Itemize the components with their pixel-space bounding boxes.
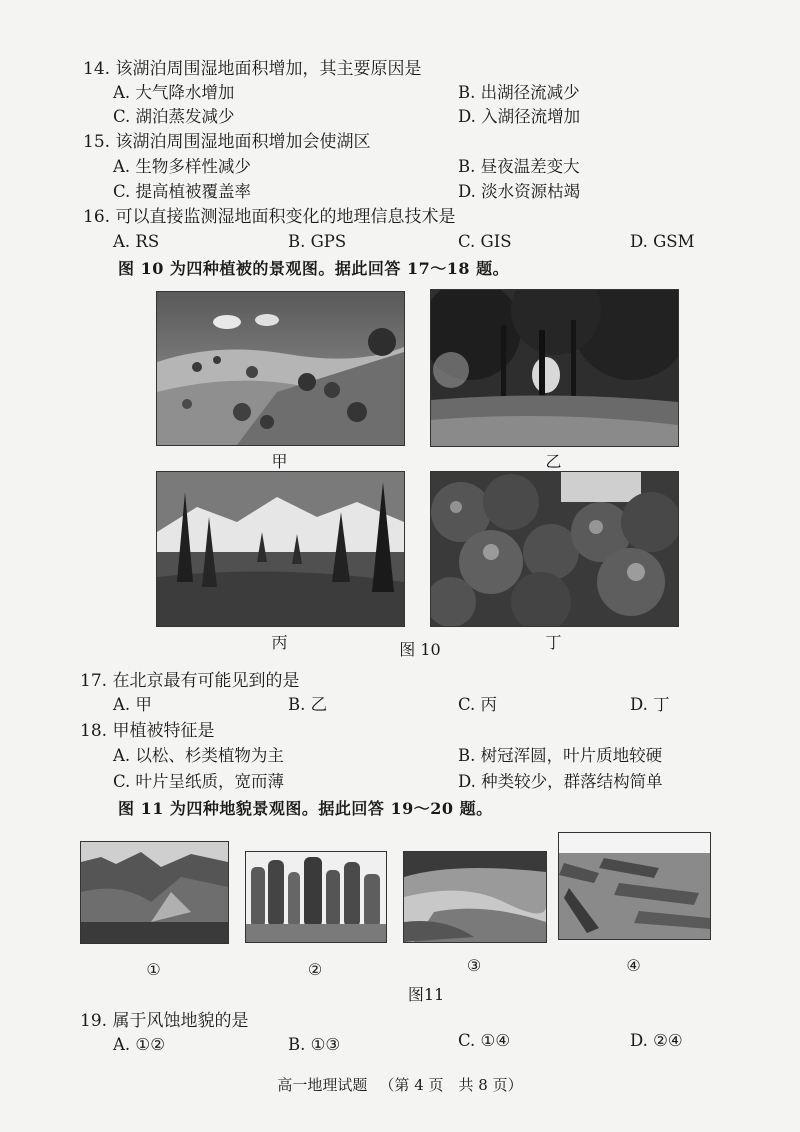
- vegetation-photo-ding: [430, 471, 679, 627]
- q17-option-d: D. 丁: [630, 695, 670, 714]
- footer-page-number: （第 4 页 共 8 页）: [379, 1076, 523, 1094]
- q19-option-a: A. ①②: [113, 1035, 165, 1054]
- landform-photo-3: [403, 851, 547, 943]
- q17-option-c: C. 丙: [458, 695, 498, 714]
- page-footer: [0, 1074, 800, 1095]
- q16-stem: 16. 可以直接监测湿地面积变化的地理信息技术是: [83, 207, 456, 227]
- q14-option-c: C. 湖泊蒸发减少: [113, 107, 235, 126]
- q16-option-a: A. RS: [113, 232, 160, 251]
- q19-stem: 19. 属于风蚀地貌的是: [80, 1011, 249, 1031]
- q16-option-c: C. GIS: [458, 232, 512, 251]
- q16-option-d: D. GSM: [630, 232, 695, 251]
- vegetation-photo-yi: [430, 289, 679, 447]
- q14-option-a: A. 大气降水增加: [113, 83, 235, 102]
- figure-11-label-1: ①: [146, 960, 161, 979]
- vegetation-photo-bing: [156, 471, 405, 627]
- figure-11-label-4: ④: [626, 956, 641, 975]
- q19-option-b: B. ①③: [288, 1035, 341, 1054]
- q16-option-b: B. GPS: [288, 232, 347, 251]
- figure-10-title: 图 10: [399, 640, 441, 659]
- q17-option-b: B. 乙: [288, 695, 328, 714]
- q15-option-b: B. 昼夜温差变大: [458, 157, 580, 176]
- figure-11-label-2: ②: [307, 960, 323, 979]
- figure-11-title: 图11: [407, 985, 445, 1004]
- q17-option-a: A. 甲: [113, 695, 152, 714]
- q15-stem: 15. 该湖泊周围湿地面积增加会使湖区: [83, 132, 371, 152]
- figure-10-label-jia: 甲: [271, 452, 288, 471]
- footer-subject: 高一地理试题: [277, 1076, 368, 1094]
- q17-stem: 17. 在北京最有可能见到的是: [80, 671, 300, 691]
- q15-option-c: C. 提高植被覆盖率: [113, 182, 252, 201]
- q18-option-c: C. 叶片呈纸质，宽而薄: [113, 772, 285, 791]
- figure-10-label-ding: 丁: [545, 633, 562, 652]
- q15-option-d: D. 淡水资源枯竭: [458, 182, 581, 201]
- q18-option-a: A. 以松、杉类植物为主: [113, 746, 284, 765]
- figure-11-intro: 图 11 为四种地貌景观图。据此回答 19～20 题。: [118, 799, 493, 818]
- landform-photo-1: [80, 841, 229, 944]
- q15-option-a: A. 生物多样性减少: [113, 157, 251, 176]
- q19-option-d: D. ②④: [630, 1031, 683, 1050]
- figure-10-intro: 图 10 为四种植被的景观图。据此回答 17～18 题。: [118, 259, 510, 278]
- q14-stem: 14. 该湖泊周围湿地面积增加，其主要原因是: [83, 59, 422, 79]
- q18-option-d: D. 种类较少，群落结构简单: [458, 772, 663, 791]
- q18-stem: 18. 甲植被特征是: [80, 721, 215, 741]
- figure-10-label-yi: 乙: [545, 452, 562, 471]
- q14-option-d: D. 入湖径流增加: [458, 107, 581, 126]
- landform-photo-4: [558, 832, 711, 940]
- q18-option-b: B. 树冠浑圆，叶片质地较硬: [458, 746, 663, 765]
- figure-11-label-3: ③: [466, 956, 482, 975]
- figure-10-label-bing: 丙: [271, 633, 288, 652]
- q19-option-c: C. ①④: [458, 1031, 511, 1050]
- q14-option-b: B. 出湖径流减少: [458, 83, 580, 102]
- vegetation-photo-jia: [156, 291, 405, 446]
- landform-photo-2: [245, 851, 387, 943]
